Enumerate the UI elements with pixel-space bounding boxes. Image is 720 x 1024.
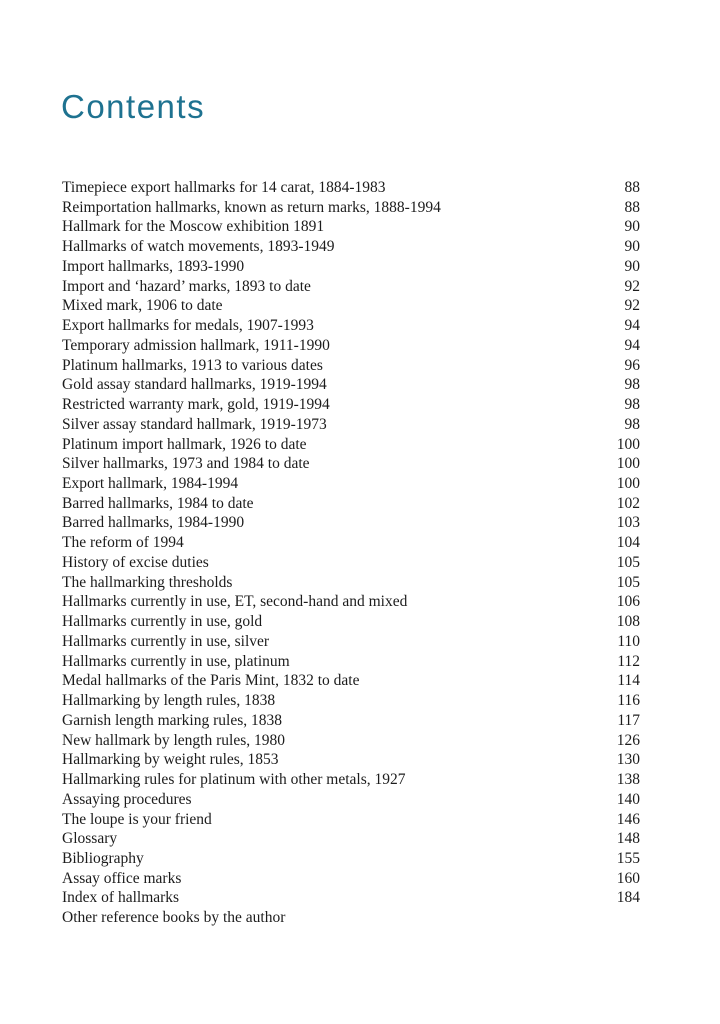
toc-entry-label: Mixed mark, 1906 to date (62, 297, 223, 315)
toc-entry (62, 553, 640, 573)
toc-entry-page-number: 140 (616, 790, 640, 808)
toc-entry (62, 415, 640, 435)
toc-entry-page-number: 114 (617, 672, 640, 690)
toc-entry (62, 829, 640, 849)
toc-entry-page-number: 138 (616, 771, 640, 789)
toc-entry-label: Platinum import hallmark, 1926 to date (62, 435, 307, 453)
toc-entry (62, 849, 640, 869)
toc-entry (62, 395, 640, 415)
toc-entry (62, 513, 640, 533)
toc-entry-page-number: 98 (624, 415, 640, 433)
toc-entry-page-number: 126 (616, 731, 640, 749)
toc-entry-label: Hallmarking rules for platinum with other metals, 1927 (62, 771, 406, 789)
toc-entry-page-number: 110 (617, 632, 640, 650)
toc-entry-label: Temporary admission hallmark, 1911-1990 (62, 336, 330, 354)
toc-entry (62, 356, 640, 376)
toc-list (62, 178, 640, 928)
toc-entry-page-number: 160 (616, 869, 640, 887)
toc-entry (62, 237, 640, 257)
toc-entry (62, 178, 640, 198)
toc-entry-label: Reimportation hallmarks, known as return marks, 1888-1994 (62, 198, 441, 216)
toc-entry (62, 770, 640, 790)
toc-entry (62, 533, 640, 553)
toc-entry-page-number: 184 (616, 889, 640, 907)
toc-entry (62, 375, 640, 395)
toc-entry (62, 257, 640, 277)
toc-entry-label: Timepiece export hallmarks for 14 carat, 1884-1983 (62, 179, 386, 196)
toc-entry (62, 474, 640, 494)
toc-entry-label: Index of hallmarks (62, 889, 180, 907)
toc-entry-page-number: 108 (616, 613, 640, 631)
toc-entry-page-number: 100 (616, 455, 640, 473)
toc-entry (62, 731, 640, 751)
toc-entry-label: Other reference books by the author (62, 909, 286, 927)
toc-entry (62, 810, 640, 830)
toc-entry-page-number: 98 (624, 396, 640, 414)
toc-entry (62, 296, 640, 316)
toc-entry (62, 908, 640, 928)
toc-entry-label: Hallmarks currently in use, ET, second-hand and mixed (62, 593, 408, 611)
toc-entry-page-number: 100 (616, 435, 640, 453)
toc-entry-label: Hallmarks of watch movements, 1893-1949 (62, 238, 335, 256)
toc-entry-page-number: 148 (616, 830, 640, 848)
toc-entry-page-number: 117 (617, 711, 640, 729)
toc-entry-label: Hallmarking by length rules, 1838 (62, 692, 276, 710)
toc-entry-page-number: 100 (616, 475, 640, 493)
toc-entry-label: Export hallmark, 1984-1994 (62, 475, 239, 493)
toc-entry-label: Platinum hallmarks, 1913 to various dates (62, 356, 323, 374)
toc-entry (62, 217, 640, 237)
toc-entry (62, 691, 640, 711)
toc-entry-label: Assaying procedures (62, 790, 192, 808)
toc-entry (62, 671, 640, 691)
toc-entry-page-number: 92 (624, 297, 640, 315)
toc-entry (62, 888, 640, 908)
toc-entry-label: Restricted warranty mark, gold, 1919-1994 (62, 396, 330, 414)
toc-entry-page-number: 104 (616, 534, 640, 552)
toc-entry (62, 592, 640, 612)
toc-entry-label: Import and ‘hazard’ marks, 1893 to date (62, 277, 311, 295)
toc-entry-page-number: 98 (624, 376, 640, 394)
toc-entry (62, 612, 640, 632)
toc-entry-page-number: 90 (624, 238, 640, 256)
toc-entry-label: Hallmark for the Moscow exhibition 1891 (62, 218, 325, 236)
toc-entry (62, 198, 640, 218)
toc-entry (62, 652, 640, 672)
page-title: Contents (61, 88, 206, 125)
toc-entry-page-number: 112 (617, 652, 640, 670)
toc-entry-page-number: 90 (624, 257, 640, 275)
toc-entry (62, 790, 640, 810)
toc-entry (62, 277, 640, 297)
toc-entry-page-number: 105 (616, 553, 640, 571)
toc-entry-page-number: 94 (624, 317, 640, 335)
toc-entry-label: Medal hallmarks of the Paris Mint, 1832 to date (62, 672, 360, 690)
toc-entry-label: Hallmarking by weight rules, 1853 (62, 751, 279, 769)
toc-entry-page-number: 94 (624, 336, 640, 354)
toc-entry-label: Silver hallmarks, 1973 and 1984 to date (62, 455, 310, 473)
toc-entry-label: Gold assay standard hallmarks, 1919-1994 (62, 376, 327, 394)
toc-entry-label: New hallmark by length rules, 1980 (62, 731, 285, 749)
toc-entry (62, 711, 640, 731)
toc-entry-page-number: 155 (616, 849, 640, 867)
toc-entry-label: Import hallmarks, 1893-1990 (62, 257, 245, 275)
toc-entry (62, 869, 640, 889)
toc-entry-page-number: 90 (624, 218, 640, 236)
toc-entry-page-number: 130 (616, 751, 640, 769)
toc-entry-label: Garnish length marking rules, 1838 (62, 711, 282, 729)
toc-entry-label: The loupe is your friend (62, 810, 212, 828)
toc-entry (62, 573, 640, 593)
toc-entry-page-number: 103 (616, 514, 640, 532)
toc-entry-label: Hallmarks currently in use, silver (62, 632, 270, 650)
toc-entry (62, 316, 640, 336)
toc-entry (62, 336, 640, 356)
toc-entry (62, 632, 640, 652)
toc-entry-label: Barred hallmarks, 1984-1990 (62, 514, 245, 532)
toc-entry-label: Export hallmarks for medals, 1907-1993 (62, 317, 314, 335)
toc-entry-page-number: 96 (624, 356, 640, 374)
toc-entry-label: Assay office marks (62, 869, 182, 887)
toc-entry-page-number: 102 (616, 494, 640, 512)
toc-entry-label: The hallmarking thresholds (62, 573, 233, 591)
toc-entry-label: Bibliography (62, 849, 144, 867)
toc-entry-page-number: 116 (617, 692, 640, 710)
toc-entry-label: Hallmarks currently in use, gold (62, 613, 263, 631)
toc-entry-page-number: 105 (616, 573, 640, 591)
toc-entry-page-number: 106 (616, 593, 640, 611)
toc-entry-page-number: 88 (624, 179, 640, 196)
toc-entry (62, 454, 640, 474)
toc-entry-label: The reform of 1994 (62, 534, 184, 552)
toc-entry-label: Barred hallmarks, 1984 to date (62, 494, 254, 512)
toc-entry-page-number: 88 (624, 198, 640, 216)
toc-entry (62, 494, 640, 514)
toc-entry (62, 750, 640, 770)
toc-entry-label: Glossary (62, 830, 118, 848)
toc-entry-label: History of excise duties (62, 553, 209, 571)
toc-entry-label: Silver assay standard hallmark, 1919-1973 (62, 415, 327, 433)
toc-entry-page-number: 92 (624, 277, 640, 295)
toc-entry (62, 435, 640, 455)
toc-entry-page-number: 146 (616, 810, 640, 828)
toc-entry-label: Hallmarks currently in use, platinum (62, 652, 290, 670)
